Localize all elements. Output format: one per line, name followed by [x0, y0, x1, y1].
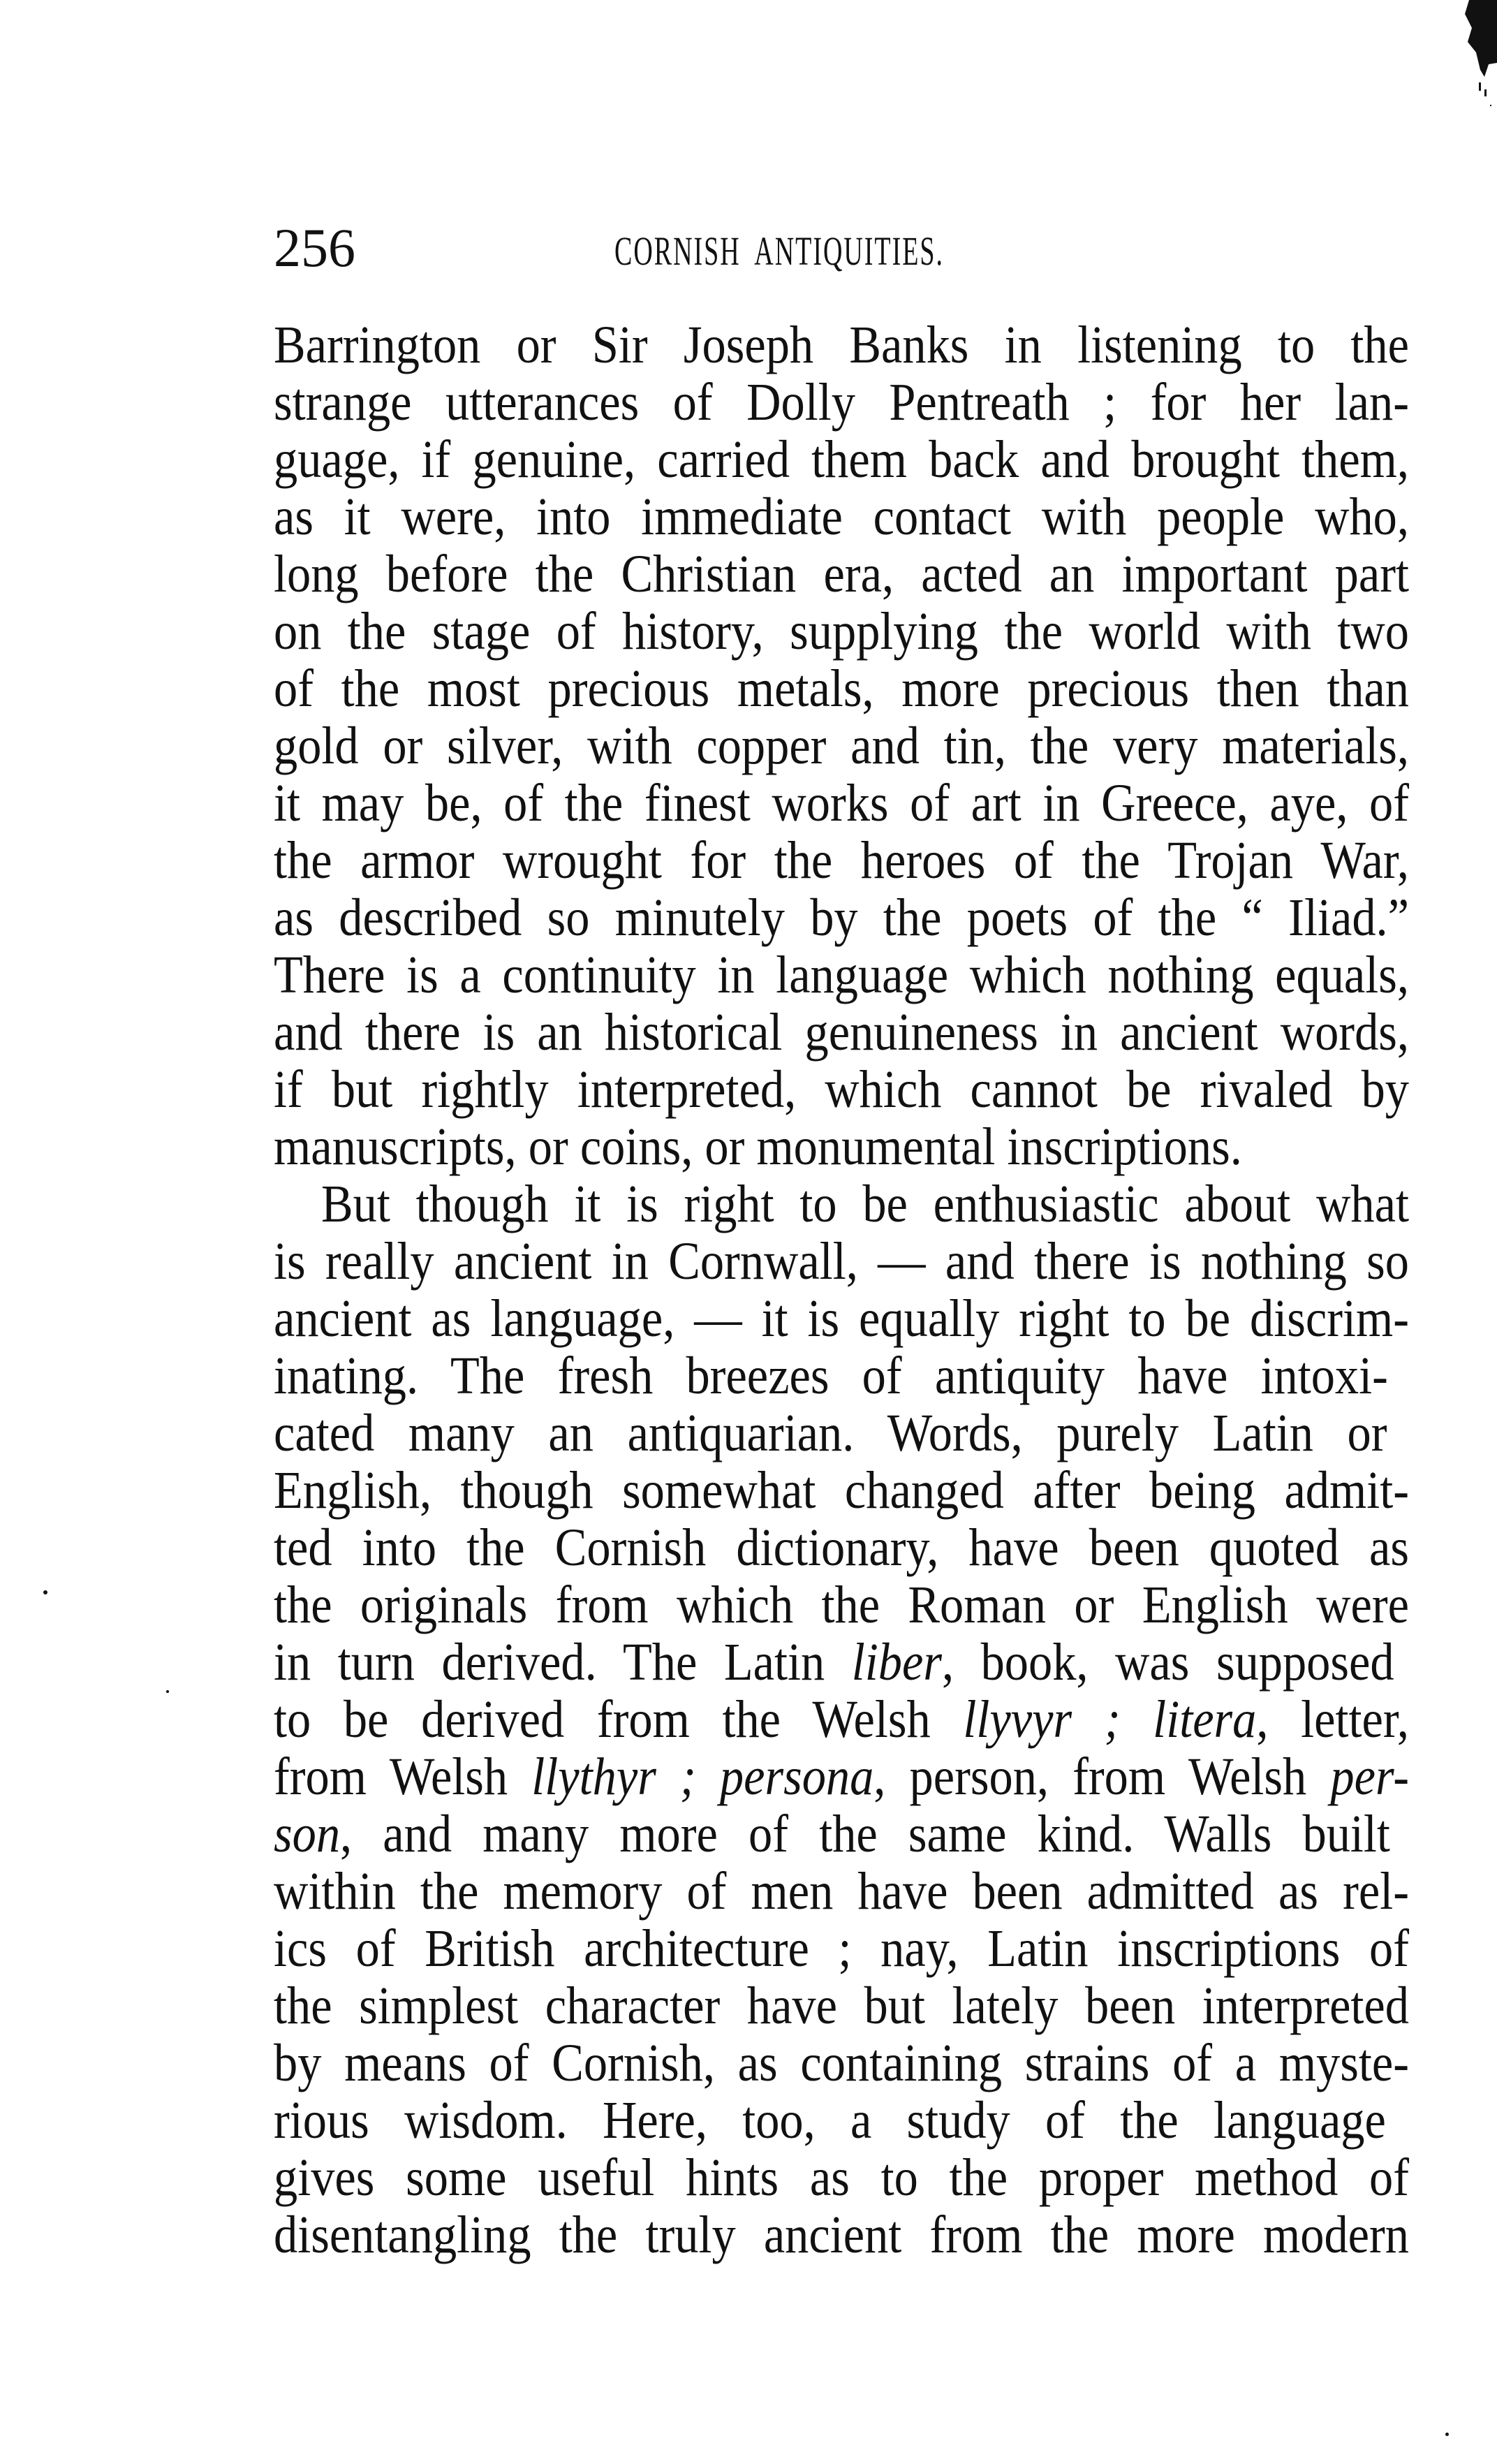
text-line-content — [274, 2092, 1386, 2149]
text-run: ancient as language, — it is equally right to be discrim- — [274, 1289, 1409, 1348]
text-run: But though it is right to be enthusiastic about what — [321, 1175, 1409, 1233]
text-line-content — [274, 1405, 1387, 1462]
text-line-content — [274, 1977, 1409, 2034]
text-line-content — [274, 1233, 1409, 1290]
text-line-content — [274, 1863, 1409, 1920]
text-line-content — [274, 603, 1409, 660]
text-run: gold or silver, with copper and tin, the very materials, — [274, 717, 1409, 775]
text-line — [274, 1519, 1409, 1576]
text-line-content — [274, 374, 1409, 431]
text-run: on the stage of history, supplying the world with two — [274, 602, 1409, 661]
text-run: long before the Christian era, acted an important part — [274, 545, 1409, 603]
text-line — [274, 946, 1409, 1004]
text-run — [1121, 1690, 1153, 1749]
text-run: the armor wrought for the heroes of the Trojan War, — [274, 831, 1409, 890]
text-line — [274, 1977, 1409, 2034]
text-run: ics of British architecture ; nay, Latin inscriptions of — [274, 1919, 1409, 1978]
text-line — [274, 1920, 1409, 1977]
text-run: of the most precious metals, more precious then than — [274, 659, 1409, 718]
text-run: inating. The fresh breezes of antiquity have intoxi- — [274, 1347, 1388, 1405]
text-line — [274, 1233, 1409, 1290]
italic-term: llythyr ; — [531, 1747, 696, 1806]
italic-term: persona — [719, 1747, 874, 1806]
text-run: , and many more of the same kind. Walls built — [340, 1805, 1390, 1863]
text-line-content — [274, 431, 1409, 488]
text-line-content — [274, 1576, 1409, 1634]
text-line-content — [274, 1347, 1388, 1405]
paper-speck — [1445, 2433, 1449, 2436]
text-line-content — [274, 545, 1409, 603]
text-line — [274, 2034, 1409, 2092]
text-run: , book, was supposed — [941, 1633, 1394, 1692]
text-run: from Welsh — [274, 1747, 532, 1806]
text-run: the originals from which the Roman or English were — [274, 1576, 1409, 1634]
text-line-content — [274, 488, 1409, 545]
text-line-content — [274, 832, 1409, 889]
text-line-content — [274, 1519, 1409, 1576]
text-line-content — [274, 1061, 1409, 1118]
text-line — [274, 1347, 1409, 1405]
text-run — [696, 1747, 720, 1806]
text-line — [274, 1462, 1409, 1519]
text-run: gives some useful hints as to the proper method of — [274, 2148, 1409, 2207]
text-line — [274, 1175, 1409, 1233]
italic-term: litera — [1153, 1690, 1257, 1749]
text-run: and there is an historical genuineness in ancient words, — [274, 1003, 1409, 1062]
text-run: , person, from Welsh — [873, 1747, 1331, 1806]
text-line — [274, 1118, 1409, 1175]
text-line — [274, 488, 1409, 545]
text-line-content — [274, 1290, 1409, 1347]
running-head — [274, 210, 1409, 279]
running-title-word: ANTIQUITIES. — [754, 228, 944, 274]
text-run: strange utterances of Dolly Pentreath ; for her lan- — [274, 373, 1409, 432]
text-line — [274, 1004, 1409, 1061]
text-run: it may be, of the finest works of art in Greece, aye, of — [274, 774, 1409, 833]
text-run: to be derived from the Welsh — [274, 1690, 964, 1749]
text-line — [274, 1748, 1409, 1805]
text-line-content — [274, 1004, 1409, 1061]
text-line — [274, 2149, 1409, 2206]
text-line-content — [274, 2034, 1409, 2092]
text-run: by means of Cornish, as containing strains of a myste- — [274, 2034, 1409, 2092]
running-title — [614, 223, 944, 279]
text-line — [274, 2206, 1409, 2264]
scan-artifact-mark — [1448, 0, 1497, 112]
running-title-word: CORNISH — [614, 228, 741, 274]
text-line — [274, 603, 1409, 660]
text-line — [274, 1863, 1409, 1920]
text-line-content — [274, 889, 1409, 946]
text-run: rious wisdom. Here, too, a study of the language — [274, 2091, 1386, 2150]
text-line — [274, 717, 1409, 775]
text-line-content — [274, 1634, 1394, 1691]
text-line-content — [274, 1462, 1409, 1519]
text-line — [274, 1634, 1409, 1691]
text-run: is really ancient in Cornwall, — and there is nothing so — [274, 1232, 1409, 1291]
text-line-content — [274, 1748, 1409, 1805]
page-number: 256 — [274, 217, 355, 278]
text-line-content — [274, 1691, 1409, 1748]
text-line — [274, 1061, 1409, 1118]
text-line-content — [274, 717, 1409, 775]
text-line-content — [274, 2206, 1409, 2264]
text-run: as described so minutely by the poets of the “ Iliad.” — [274, 888, 1409, 947]
text-line-content — [274, 1118, 1242, 1175]
text-line — [274, 1576, 1409, 1634]
text-line — [274, 2092, 1409, 2149]
text-run: in turn derived. The Latin — [274, 1633, 852, 1692]
text-line — [274, 832, 1409, 889]
text-line — [274, 1691, 1409, 1748]
text-line — [274, 1805, 1409, 1863]
paper-speck — [166, 1690, 169, 1693]
text-line-content — [274, 316, 1409, 374]
text-run: manuscripts, or coins, or monumental inscriptions. — [274, 1117, 1242, 1176]
text-line — [274, 316, 1409, 374]
text-run: English, though somewhat changed after being admit- — [274, 1461, 1409, 1520]
text-run: There is a continuity in language which nothing equals, — [274, 946, 1409, 1004]
italic-term: llyvyr ; — [963, 1690, 1121, 1749]
text-line — [274, 889, 1409, 946]
italic-term: son — [274, 1805, 341, 1863]
text-line — [274, 545, 1409, 603]
text-run: guage, if genuine, carried them back and brought them, — [274, 430, 1409, 489]
text-run: ted into the Cornish dictionary, have been quoted as — [274, 1518, 1409, 1577]
text-line-content — [274, 660, 1409, 717]
text-line — [274, 775, 1409, 832]
text-run: cated many an antiquarian. Words, purely Latin or — [274, 1404, 1387, 1462]
body-text — [274, 316, 1409, 2264]
text-line-content — [274, 1920, 1409, 1977]
text-line-content — [274, 2149, 1409, 2206]
paper-speck — [43, 1590, 47, 1594]
text-run: if but rightly interpreted, which cannot be rivaled by — [274, 1060, 1409, 1119]
italic-term: liber — [851, 1633, 942, 1692]
italic-term: per- — [1330, 1747, 1409, 1806]
text-line-content — [274, 946, 1409, 1004]
text-run: Barrington or Sir Joseph Banks in listening to the — [274, 316, 1409, 374]
text-line-content — [274, 775, 1409, 832]
text-line-content — [274, 1805, 1390, 1863]
text-line — [274, 660, 1409, 717]
text-run: within the memory of men have been admitted as rel- — [274, 1862, 1409, 1921]
text-run: disentangling the truly ancient from the more modern — [274, 2206, 1409, 2264]
text-line — [274, 374, 1409, 431]
text-line — [274, 1405, 1409, 1462]
text-line — [274, 1290, 1409, 1347]
text-run: as it were, into immediate contact with people who, — [274, 487, 1409, 546]
text-line-content — [321, 1175, 1409, 1233]
text-run: the simplest character have but lately been interpreted — [274, 1977, 1409, 2035]
text-line — [274, 431, 1409, 488]
text-run: , letter, — [1256, 1690, 1409, 1749]
